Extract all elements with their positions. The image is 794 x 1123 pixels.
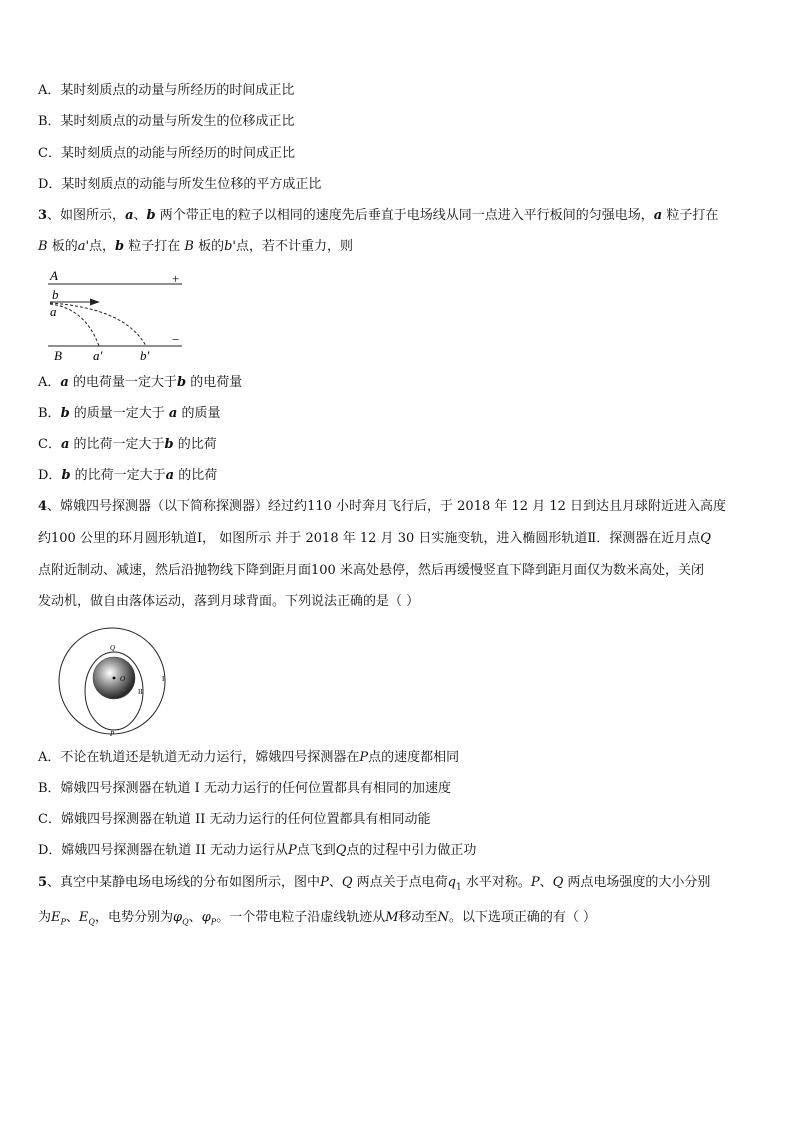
- var-b: b: [61, 468, 71, 483]
- option-text: 点的速度都相同: [368, 750, 460, 765]
- q5-text: 、: [65, 910, 79, 925]
- q4-text: 年: [490, 499, 512, 514]
- q2-option-c: C．某时刻质点的动能与所经历的时间成正比: [38, 146, 295, 161]
- number: 100: [311, 563, 336, 578]
- option-text: 的质量: [177, 406, 221, 421]
- var-a: a: [653, 208, 663, 223]
- orbit-figure: [52, 626, 174, 738]
- var-q: q: [447, 875, 456, 890]
- label-plus: +: [172, 271, 180, 286]
- var-E-subscript: Q: [88, 917, 95, 927]
- q5-number: 5: [38, 875, 48, 890]
- var-B: B: [184, 239, 194, 254]
- label-q-point: Q: [110, 644, 116, 652]
- q3-text: 点，: [89, 239, 116, 254]
- option-text: 的质量一定大于: [69, 406, 169, 421]
- number: 2018: [457, 499, 491, 514]
- var-a: a: [60, 437, 70, 452]
- var-Q: Q: [335, 843, 347, 858]
- var-a: a: [165, 468, 175, 483]
- var-E: E: [51, 910, 61, 925]
- option-text: 的比荷: [174, 468, 218, 483]
- number: 2018: [305, 531, 339, 546]
- q4-text: 日到达且月球附近进入高度: [565, 499, 727, 514]
- label-a: a: [50, 304, 57, 319]
- var-P: P: [359, 750, 369, 765]
- q5-text: 。一个带电粒子沿虚线轨迹从: [216, 910, 386, 925]
- q5-text: 为: [38, 910, 52, 925]
- number: 110: [307, 499, 332, 514]
- option-text: 点飞到: [296, 843, 336, 858]
- q5-text: 移动至: [398, 910, 438, 925]
- var-b-prime: b': [224, 239, 237, 254]
- var-Q: Q: [552, 875, 564, 890]
- q3-text: 板的: [193, 239, 225, 254]
- var-phi-subscript: P: [210, 917, 217, 927]
- var-a: a: [168, 406, 178, 421]
- label-o: O: [120, 675, 126, 683]
- q5-text: ，电势分别为: [94, 910, 173, 925]
- q5-text: 水平对称。: [461, 875, 531, 890]
- q3-option-b: [38, 406, 221, 422]
- q5-stem-line1: [38, 875, 710, 896]
- option-text: 的电荷量一定大于: [68, 375, 177, 390]
- label-plate-a: A: [50, 268, 58, 283]
- number: 30: [397, 531, 415, 546]
- option-text: 的电荷量: [186, 375, 243, 390]
- q4-option-d: [38, 843, 476, 859]
- label-orbit-ii: II: [138, 688, 143, 696]
- label-minus: −: [172, 332, 180, 347]
- q5-text: 两点关于点电荷: [352, 875, 448, 890]
- var-b: b: [115, 239, 125, 254]
- var-P: P: [320, 875, 329, 890]
- label-a-prime: a': [93, 348, 103, 363]
- q5-stem-line2: [38, 910, 596, 931]
- arrow-head: [90, 299, 100, 306]
- parallel-plate-figure: [40, 266, 190, 364]
- label-b: b: [52, 287, 59, 302]
- q3-option-c: [38, 437, 217, 453]
- var-E: E: [78, 910, 89, 925]
- var-P: P: [287, 843, 297, 858]
- var-a: a: [60, 375, 69, 390]
- q2-option-d: D．某时刻质点的动能与所发生位移的平方成正比: [38, 177, 322, 192]
- var-phi-subscript: Q: [182, 917, 189, 927]
- number: 12: [359, 531, 377, 546]
- number: 12: [511, 499, 529, 514]
- q4-option-b: B．嫦娥四号探测器在轨道 I 无动力运行的任何位置都具有相同的加速度: [38, 781, 451, 796]
- var-N: N: [437, 910, 449, 925]
- q4-option-c: C．嫦娥四号探测器在轨道 II 无动力运行的任何位置都具有相同动能: [38, 812, 431, 827]
- var-b: b: [60, 406, 70, 421]
- var-Q: Q: [700, 531, 711, 546]
- q5-text: 、: [539, 875, 553, 890]
- moon-center-dot: [113, 677, 116, 680]
- q4-text: 米高处悬停，然后再缓慢竖直下降到距月面仅为数米高处，关闭: [335, 563, 704, 578]
- q4-option-a: [38, 750, 459, 766]
- q5-text: 。以下选项正确的有（ ）: [448, 910, 597, 925]
- var-B: B: [38, 239, 48, 254]
- q3-text: 粒子打在: [662, 208, 719, 223]
- q4-stem-line1: [38, 499, 726, 515]
- q5-text: 、真空中某静电场电场线的分布如图所示，图中: [47, 875, 321, 890]
- option-text: 的比荷: [173, 437, 217, 452]
- q3-option-d: [38, 468, 217, 484]
- q5-text: 两点电场强度的大小分别: [563, 875, 711, 890]
- var-a: a: [125, 208, 134, 223]
- var-phi: φ: [173, 910, 183, 925]
- q5-text: 、: [188, 910, 202, 925]
- q3-text: 两个带正电的粒子以相同的速度先后垂直于电场线从同一点进入平行板间的匀强电场，: [155, 208, 654, 223]
- q4-text: 月: [528, 499, 550, 514]
- option-letter: B．: [38, 406, 61, 421]
- q3-number: 3: [38, 208, 48, 223]
- label-b-prime: b': [140, 348, 150, 363]
- label-orbit-i: I: [162, 675, 165, 683]
- q4-text: 公里的环月圆形轨道Ⅰ， 如图所示 并于: [75, 531, 306, 546]
- q4-text: 年: [338, 531, 360, 546]
- q3-text: 点，若不计重力，则: [236, 239, 354, 254]
- option-text: 的比荷一定大于: [70, 468, 166, 483]
- option-text: 的比荷一定大于: [69, 437, 165, 452]
- option-letter: C．: [38, 437, 61, 452]
- q5-text: 、: [328, 875, 342, 890]
- q2-option-a: A．某时刻质点的动量与所经历的时间成正比: [38, 83, 295, 98]
- var-phi: φ: [201, 910, 211, 925]
- var-Q: Q: [341, 875, 353, 890]
- q3-text: 板的: [47, 239, 78, 254]
- var-b: b: [176, 375, 187, 390]
- q3-stem-line1: [38, 208, 718, 224]
- q4-text: 小时奔月飞行后，于: [331, 499, 458, 514]
- option-letter: D．: [38, 468, 62, 483]
- var-q-subscript: 1: [455, 882, 462, 893]
- q4-text: 点附近制动、减速，然后沿抛物线下降到距月面: [38, 563, 312, 578]
- label-plate-b: B: [54, 348, 62, 363]
- option-letter: A．: [38, 375, 61, 390]
- q4-text: 月: [376, 531, 398, 546]
- var-b: b: [146, 208, 156, 223]
- option-text: A．不论在轨道还是轨道无动力运行，嫦娥四号探测器在: [38, 750, 360, 765]
- q4-stem-line3: [38, 563, 704, 579]
- q3-text: 、如图所示，: [47, 208, 126, 223]
- q4-stem-line4: 发动机，做自由落体运动，落到月球背面。下列说法正确的是（ ）: [38, 594, 420, 609]
- trajectory-b: [50, 303, 146, 346]
- number: 12: [549, 499, 566, 514]
- option-text: 点的过程中引力做正功: [346, 843, 477, 858]
- q4-number: 4: [38, 499, 48, 514]
- q3-text: 、: [133, 208, 147, 223]
- var-b: b: [164, 437, 174, 452]
- label-p-point: P: [110, 730, 115, 738]
- q3-text: 粒子打在: [124, 239, 185, 254]
- q4-text: 日实施变轨，进入椭圆形轨道Ⅱ．探测器在近月点: [414, 531, 701, 546]
- q4-stem-line2: [38, 531, 711, 547]
- q4-text: 、嫦娥四号探测器（以下简称探测器）经过约: [47, 499, 308, 514]
- q3-stem-line2: [38, 239, 353, 255]
- q4-text: 约: [38, 531, 52, 546]
- q3-option-a: [38, 375, 242, 391]
- trajectory-a: [50, 304, 99, 346]
- number: 100: [51, 531, 76, 546]
- var-E-subscript: P: [60, 917, 66, 927]
- var-P: P: [530, 875, 540, 890]
- option-text: D．嫦娥四号探测器在轨道 II 无动力运行从: [38, 843, 288, 858]
- var-M: M: [385, 910, 399, 925]
- q2-option-b: B．某时刻质点的动量与所发生的位移成正比: [38, 114, 295, 129]
- var-a-prime: a': [77, 239, 90, 254]
